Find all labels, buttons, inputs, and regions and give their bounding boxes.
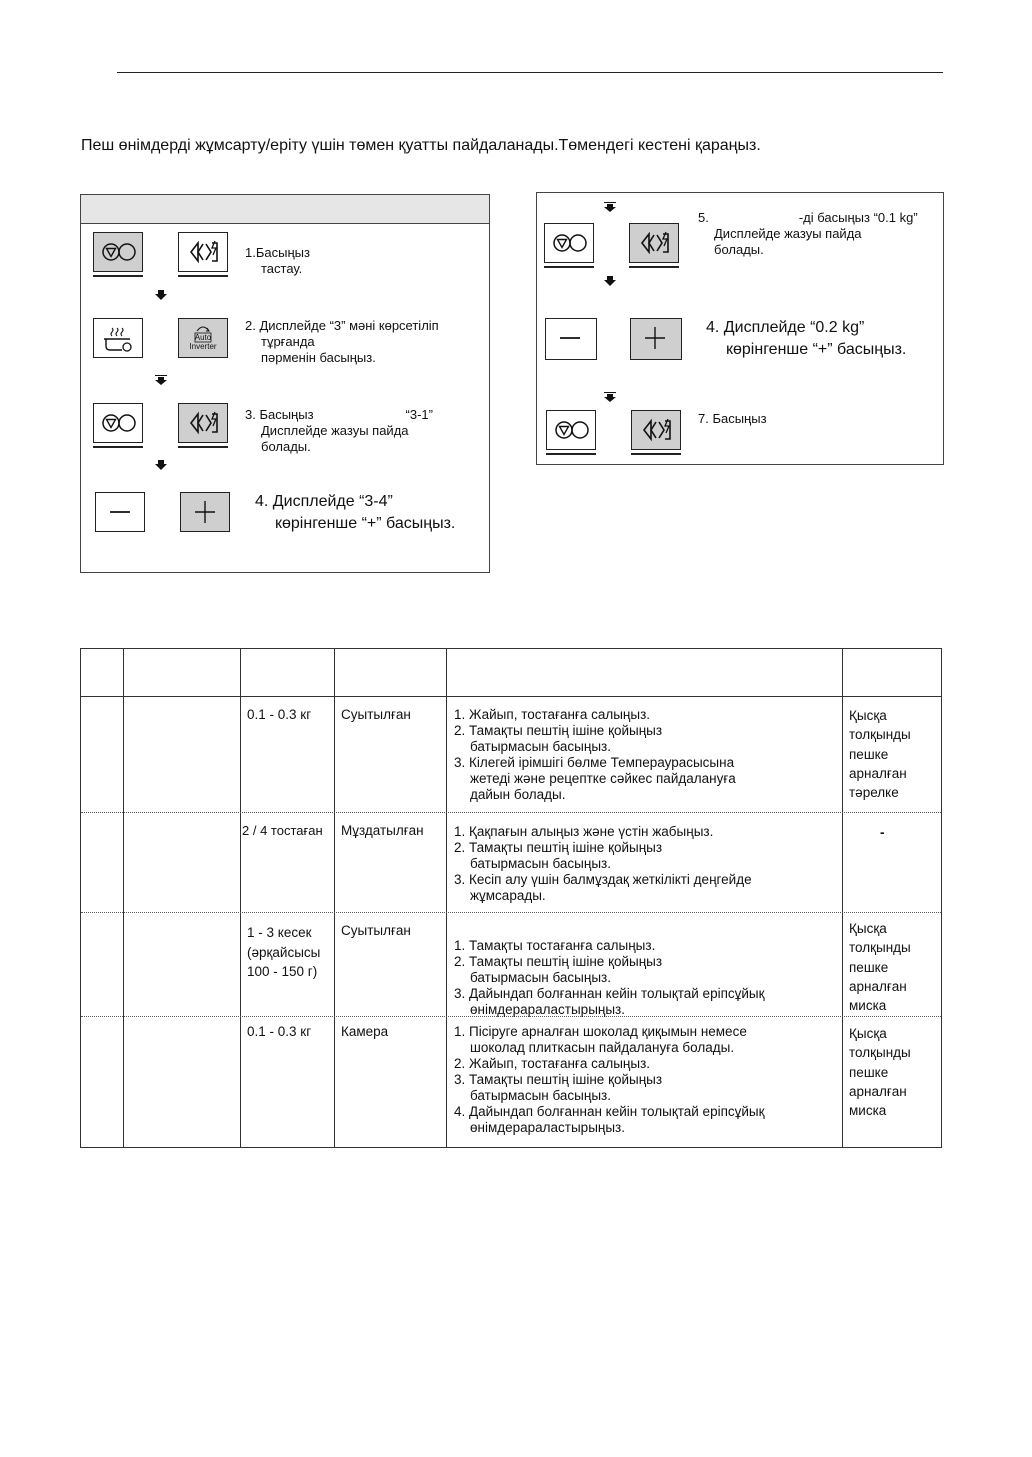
plus-button[interactable] — [180, 492, 230, 532]
step-5-text: 5. -ді басыңыз “0.1 kg” Дисплейде жазуы пайда болады. — [698, 210, 918, 257]
table-cell-weight: 0.1 - 0.3 кг — [247, 1024, 312, 1039]
weight-steps-panel — [536, 192, 944, 465]
table-cell-weight: 2 / 4 тостаған — [242, 823, 323, 838]
table-cell-instructions: 1. Пісіруге арналған шоколад қиқымын немесе шоколад плиткасын пайдалануға болады. 2. Жайып, тостағанға салыңыз. 3. Тамақты пештің ішіне қойыңыз батырмасын басыңыз. 4. Дайындап болғаннан кейін толықтай еріпсұйық өнімдерараластырыңыз. — [454, 1024, 765, 1135]
arrow-down-icon — [604, 392, 616, 402]
start-microwave-icon — [632, 411, 680, 449]
start-microwave-icon — [179, 233, 227, 271]
arrow-down-icon — [155, 375, 167, 385]
header-rule — [117, 72, 943, 73]
row-divider — [81, 912, 941, 913]
minus-button[interactable] — [545, 318, 597, 360]
minus-button[interactable] — [95, 492, 145, 532]
table-cell-temp: Суытылған — [341, 707, 411, 722]
minus-icon — [96, 493, 144, 531]
auto-inverter-button[interactable]: Auto Inverter — [178, 318, 228, 358]
defrost-table — [80, 648, 942, 1148]
arrow-down-icon — [604, 202, 616, 212]
stop-button[interactable] — [93, 403, 143, 443]
table-cell-weight: 1 - 3 кесек (әрқайсысы 100 - 150 г) — [247, 925, 321, 979]
defrost-steps-panel — [80, 194, 490, 573]
start-microwave-icon — [630, 224, 678, 262]
step-4-text: 4. Дисплейде “3-4” көрінгенше “+” басыңыз. — [255, 493, 456, 532]
start-button[interactable] — [629, 223, 679, 263]
table-cell-weight: 0.1 - 0.3 кг — [247, 707, 312, 722]
intro-text: Пеш өнімдерді жұмсарту/еріту үшін төмен қуатты пайдаланады.Төмендегі кестені қараңыз. — [81, 137, 761, 154]
table-cell-instructions: 1. Жайып, тостағанға салыңыз. 2. Тамақты пештің ішіне қойыңыз батырмасын басыңыз. 3. Кілегей ірімшігі бөлме Темпераурасысына жетеді және рецептке сәйкес пайдалануға дайын болады. — [454, 707, 736, 802]
start-microwave-icon — [179, 404, 227, 442]
step-1-text: 1.Басыңыз тастау. — [245, 245, 310, 276]
table-cell-utensil: Қысқа толқынды пешке арналған миска — [849, 921, 911, 1014]
arrow-down-icon — [604, 276, 616, 286]
defrost-icon — [94, 319, 142, 357]
start-button[interactable] — [178, 232, 228, 272]
stop-clear-icon — [94, 233, 142, 271]
step-7-text: 7. Басыңыз — [698, 411, 767, 426]
start-button[interactable] — [178, 403, 228, 443]
table-cell-utensil: Қысқа толқынды пешке арналған миска — [849, 1026, 911, 1119]
stop-clear-icon — [545, 224, 593, 262]
arrow-down-icon — [155, 460, 167, 470]
stop-clear-icon — [547, 411, 595, 449]
row-divider — [81, 812, 941, 813]
table-cell-utensil: - — [880, 825, 885, 840]
table-cell-temp: Камера — [341, 1024, 389, 1039]
table-cell-instructions: 1. Қақпағын алыңыз және үстін жабыңыз. 2. Тамақты пештің ішіне қойыңыз батырмасын басыңыз. 3. Кесіп алу үшін балмұздақ жеткілікті деңгейде жұмсарады. — [454, 824, 752, 903]
step-3-text: 3. Басыңыз “3-1” Дисплейде жазуы пайда болады. — [245, 407, 433, 454]
step-2-text: 2. Дисплейде “3” мәні көрсетіліп тұрғанда пәрменін басыңыз. — [245, 318, 439, 365]
plus-button[interactable] — [630, 318, 682, 360]
stop-clear-icon — [94, 404, 142, 442]
stop-button[interactable] — [546, 410, 596, 450]
table-cell-temp: Мұздатылған — [341, 823, 424, 838]
header-divider — [81, 696, 941, 697]
plus-icon — [631, 319, 679, 357]
plus-icon — [181, 493, 229, 531]
stop-button[interactable] — [93, 232, 143, 272]
start-button[interactable] — [631, 410, 681, 450]
minus-icon — [546, 319, 594, 357]
table-cell-temp: Суытылған — [341, 923, 411, 938]
arrow-down-icon — [155, 290, 167, 300]
stop-button[interactable] — [544, 223, 594, 263]
table-cell-instructions: 1. Тамақты тостағанға салыңыз. 2. Тамақты пештің ішіне қойыңыз батырмасын басыңыз. 3. Дайындап болғаннан кейін толықтай еріпсұйық өнімдерараластырыңыз. — [454, 938, 765, 1017]
panel-header — [81, 195, 489, 224]
defrost-button[interactable] — [93, 318, 143, 358]
step-6-text: 4. Дисплейде “0.2 kg” көрінгенше “+” басыңыз. — [706, 319, 907, 358]
table-cell-utensil: Қысқа толқынды пешке арналған тәрелке — [849, 708, 911, 801]
